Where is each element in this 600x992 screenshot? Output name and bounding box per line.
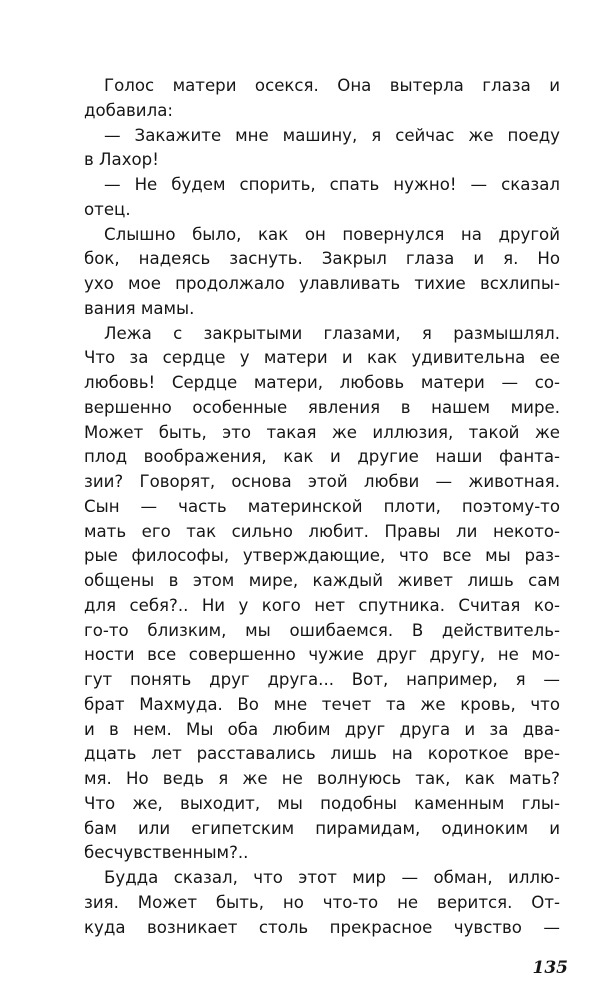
text-line: Голос матери осекся. Она вытерла глаза и xyxy=(104,76,560,95)
text-line: и в нем. Мы оба любим друг друга и за два- xyxy=(84,719,560,739)
paragraph xyxy=(84,223,560,322)
page-number: 135 xyxy=(532,958,568,978)
text-line: ности все совершенно чужие друг другу, не мо- xyxy=(84,645,560,665)
text-line: плод воображения, как и другие наши фанта- xyxy=(84,447,560,467)
text-line: дцать лет расставались лишь на короткое вре- xyxy=(84,744,560,764)
text-line: в Лахор! xyxy=(84,150,159,170)
text-line: Будда сказал, что этот мир — обман, иллю- xyxy=(104,868,560,887)
text-line: рые философы, утверждающие, что все мы раз- xyxy=(84,546,560,566)
text-line: мя. Но ведь я же не волнуюсь так, как мать? xyxy=(84,769,560,788)
text-line: — Закажите мне машину, я сейчас же поеду xyxy=(104,125,560,145)
text-line: го-то близким, мы ошибаемся. В действитель- xyxy=(84,620,560,640)
text-line: брат Махмуда. Во мне течет та же кровь, что xyxy=(84,694,560,714)
text-line: куда возникает столь прекрасное чувство — xyxy=(84,917,560,937)
text-line: вершенно особенные явления в нашем мире. xyxy=(84,397,560,417)
text-line: Что же, выходит, мы подобны каменным глы- xyxy=(84,793,560,813)
text-line: добавила: xyxy=(84,100,173,120)
text-line: ухо мое продолжало улавливать тихие всхлипы- xyxy=(84,274,560,293)
text-line: общены в этом мире, каждый живет лишь сам xyxy=(84,571,560,590)
text-line: Слышно было, как он повернулся на другой xyxy=(104,224,560,244)
text-line: бесчувственным?.. xyxy=(84,843,249,863)
text-line: мать его так сильно любит. Правы ли некото- xyxy=(84,521,560,541)
text-line: зия. Может быть, но что-то не верится. От- xyxy=(84,892,560,912)
text-line: Лежа с закрытыми глазами, я размышлял. xyxy=(104,323,560,343)
paragraph xyxy=(84,866,560,940)
paragraph xyxy=(84,124,560,174)
text-line: бам или египетским пирамидам, одиноким и xyxy=(84,818,560,838)
text-line: гут понять друг друга... Вот, например, я — xyxy=(84,670,560,689)
text-line: вания мамы. xyxy=(84,298,195,318)
text-line: отец. xyxy=(84,199,131,219)
text-line: Может быть, это такая же иллюзия, такой же xyxy=(84,422,560,442)
text-line: бок, надеясь заснуть. Закрыл глаза и я. Но xyxy=(84,249,560,269)
paragraph xyxy=(84,173,560,223)
paragraph xyxy=(84,74,560,124)
page-body-text xyxy=(84,74,560,940)
text-line: — Не будем спорить, спать нужно! — сказал xyxy=(104,175,560,194)
paragraph xyxy=(84,322,560,867)
text-line: для себя?.. Ни у кого нет спутника. Считая ко- xyxy=(84,595,560,615)
text-line: зии? Говорят, основа этой любви — животная. xyxy=(84,472,560,491)
text-line: любовь! Сердце матери, любовь матери — со- xyxy=(84,373,560,392)
text-line: Что за сердце у матери и как удивительна ее xyxy=(84,348,560,368)
text-line: Сын — часть материнской плоти, поэтому-то xyxy=(84,496,560,516)
